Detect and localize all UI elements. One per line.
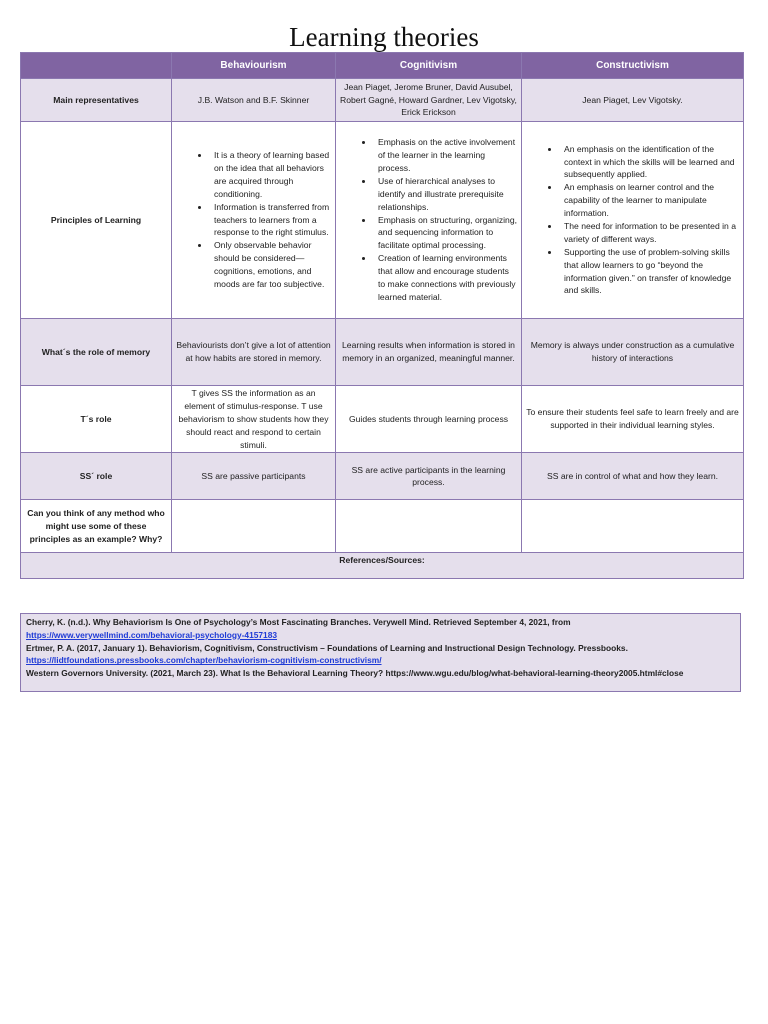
cell-constructivism-memory: Memory is always under construction as a cumulative history of interactions: [522, 319, 744, 386]
header-cognitivism: Cognitivism: [336, 53, 522, 79]
principle-item: • It is a theory of learning based on the idea that all behaviors are acquired through conditioning.: [210, 149, 331, 201]
row-label-memory: What´s the role of memory: [21, 319, 172, 386]
principle-item: • Emphasis on the active involvement of the learner in the learning process.: [374, 136, 517, 175]
cell-behaviourism-memory: Behaviourists don’t give a lot of attention at how habits are stored in memory.: [172, 319, 336, 386]
row-references-label: [21, 553, 744, 579]
reference-2-link[interactable]: https://lidtfoundations.pressbooks.com/chapter/behaviorism-cognitivism-constructivism/: [26, 655, 382, 666]
cell-cognitivism-teacher-role: Guides students through learning process: [336, 386, 522, 453]
cell-cognitivism-principles: [336, 122, 522, 319]
reference-3: [26, 667, 735, 680]
principle-item: • The need for information to be presented in a variety of different ways.: [560, 220, 739, 246]
reference-1-link[interactable]: https://www.verywellmind.com/behavioral-psychology-4157183: [26, 629, 278, 640]
row-label-teacher-role: T´s role: [21, 386, 172, 453]
principle-item: • Supporting the use of problem-solving skills that allow learners to go “beyond the information given.” on transfer of knowledge and skills.: [560, 246, 739, 298]
cell-behaviourism-method: [172, 500, 336, 553]
cell-constructivism-teacher-role: To ensure their students feel safe to learn freely and are supported in their individual learning styles.: [522, 386, 744, 453]
principle-item: • Emphasis on structuring, organizing, and sequencing information to facilitate optimal processing.: [374, 214, 517, 253]
row-teacher-role: [21, 386, 744, 453]
row-students-role: [21, 453, 744, 500]
cell-behaviourism-representatives: J.B. Watson and B.F. Skinner: [172, 79, 336, 122]
cell-constructivism-method: [522, 500, 744, 553]
cell-cognitivism-representatives: Jean Piaget, Jerome Bruner, David Ausubel, Robert Gagné, Howard Gardner, Lev Vigotsky, Erick Erickson: [336, 79, 522, 122]
principle-item: • Only observable behavior should be considered—cognitions, emotions, and moods are far too subjective.: [210, 239, 331, 291]
reference-1-text: Cherry, K. (n.d.). Why Behaviorism Is One of Psychology’s Most Fascinating Branches. Verywell Mind. Retrieved September 4, 2021, from: [26, 617, 571, 627]
cell-constructivism-representatives: Jean Piaget, Lev Vigotsky.: [522, 79, 744, 122]
page-title: Learning theories: [289, 22, 479, 52]
cell-cognitivism-method: [336, 500, 522, 553]
reference-2: [26, 642, 735, 668]
reference-2-text: Ertmer, P. A. (2017, January 1). Behaviorism, Cognitivism, Constructivism – Foundations of Learning and Instructional Design Technology. Pressbooks.: [26, 642, 628, 653]
principle-item: • Creation of learning environments that allow and encourage students to make connections with previously learned material.: [374, 252, 517, 304]
principles-list-behaviourism: [176, 149, 331, 291]
header-empty: [21, 53, 172, 79]
cell-cognitivism-memory: Learning results when information is stored in memory in an organized, meaningful manner.: [336, 319, 522, 386]
principles-list-cognitivism: [340, 136, 517, 304]
row-label-principles: Principles of Learning: [21, 122, 172, 319]
row-label-method: Can you think of any method who might use some of these principles as an example? Why?: [21, 500, 172, 553]
principle-item: • An emphasis on the identification of the context in which the skills will be learned and subsequently applied.: [560, 143, 739, 182]
learning-theories-table: [20, 52, 744, 579]
principle-item: • Information is transferred from teachers to learners from a response to the right stimulus.: [210, 201, 331, 240]
references-box: [20, 613, 741, 692]
cell-constructivism-principles: [522, 122, 744, 319]
row-principles: [21, 122, 744, 319]
reference-1: [26, 616, 735, 642]
principle-item: • Use of hierarchical analyses to identify and illustrate prerequisite relationships.: [374, 175, 517, 214]
header-constructivism: Constructivism: [522, 53, 744, 79]
cell-cognitivism-students-role: SS are active participants in the learning process.: [336, 453, 522, 500]
cell-behaviourism-teacher-role: T gives SS the information as an element of stimulus-response. T use behaviorism to show students how they should react and respond to certain stimuli.: [172, 386, 336, 453]
row-method: [21, 500, 744, 553]
table-header-row: [21, 53, 744, 79]
references-label: References/Sources:: [21, 553, 744, 579]
reference-3-text: Western Governors University. (2021, March 23). What Is the Behavioral Learning Theory? https://www.wgu.edu/blog/what-behavioral-learning-theory2005.html#close: [26, 668, 684, 679]
row-label-students-role: SS´ role: [21, 453, 172, 500]
row-memory: [21, 319, 744, 386]
principles-list-constructivism: [526, 143, 739, 298]
principle-item: • An emphasis on learner control and the capability of the learner to manipulate information.: [560, 181, 739, 220]
row-label-representatives: Main representatives: [21, 79, 172, 122]
cell-behaviourism-principles: [172, 122, 336, 319]
header-behaviourism: Behaviourism: [172, 53, 336, 79]
row-representatives: [21, 79, 744, 122]
cell-constructivism-students-role: SS are in control of what and how they learn.: [522, 453, 744, 500]
cell-behaviourism-students-role: SS are passive participants: [172, 453, 336, 500]
